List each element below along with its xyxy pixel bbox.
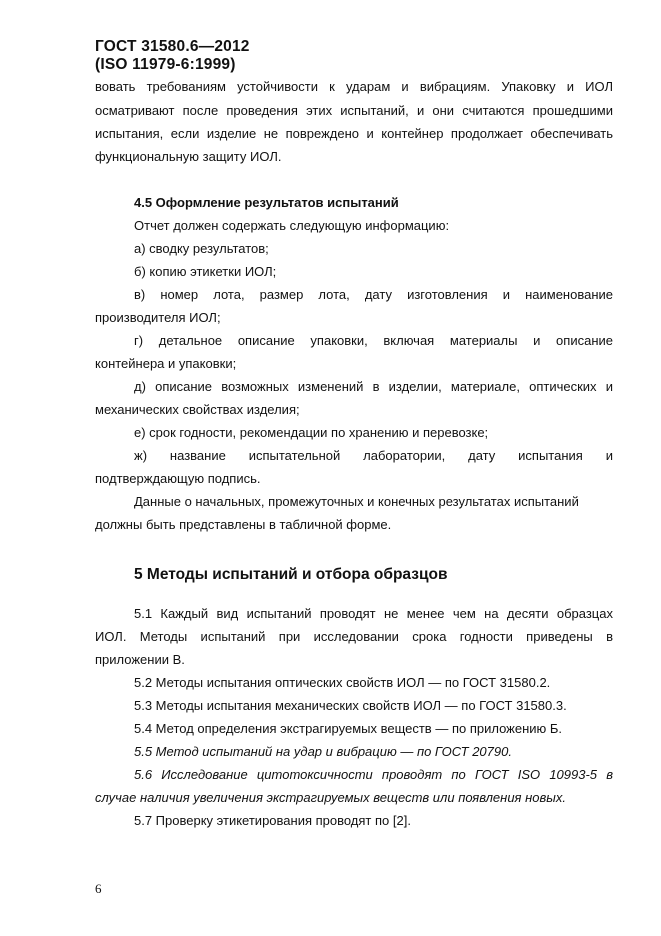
list-item-v-line-1: в) номер лота, размер лота, дату изготовления и наименование — [134, 287, 613, 302]
intro-line-1: вовать требованиям устойчивости к ударам и вибрациям. Упаковку и ИОЛ — [95, 79, 613, 94]
clause-5-4: 5.4 Метод определения экстрагируемых веществ — по приложению Б. — [134, 721, 563, 736]
standard-number: ГОСТ 31580.6—2012 — [95, 38, 250, 55]
list-item-zh-line-1: ж) название испытательной лаборатории, дату испытания и — [134, 448, 613, 463]
data-note-line-1: Данные о начальных, промежуточных и конечных результатах испытаний — [134, 494, 579, 509]
clause-5-3: 5.3 Методы испытания механических свойств ИОЛ — по ГОСТ 31580.3. — [134, 698, 567, 713]
section-5-title: 5 Методы испытаний и отбора образцов — [134, 566, 448, 583]
clause-5-6-line-2: случае наличия увеличения экстрагируемых веществ или появления новых. — [95, 790, 566, 805]
clause-5-2: 5.2 Методы испытания оптических свойств ИОЛ — по ГОСТ 31580.2. — [134, 675, 551, 690]
clause-5-1-line-2: ИОЛ. Методы испытаний при исследовании срока годности приведены в — [95, 629, 613, 644]
list-item-a: а) сводку результатов; — [134, 241, 269, 256]
data-note-line-2: должны быть представлены в табличной форме. — [95, 517, 392, 532]
list-item-d-line-2: механических свойствах изделия; — [95, 402, 300, 417]
intro-line-3: испытания, если изделие не повреждено и контейнер продолжает обеспечивать — [95, 126, 613, 141]
list-item-v-line-2: производителя ИОЛ; — [95, 310, 221, 325]
section-4-5-title: 4.5 Оформление результатов испытаний — [134, 195, 399, 210]
clause-5-7: 5.7 Проверку этикетирования проводят по [2]. — [134, 813, 411, 828]
intro-line-2: осматривают после проведения этих испытаний, и они считаются прошедшими — [95, 103, 613, 118]
list-item-g-line-2: контейнера и упаковки; — [95, 356, 237, 371]
clause-5-1-line-1: 5.1 Каждый вид испытаний проводят не менее чем на десяти образцах — [134, 606, 613, 621]
intro-line-4: функциональную защиту ИОЛ. — [95, 149, 282, 164]
report-lead: Отчет должен содержать следующую информацию: — [134, 218, 450, 233]
list-item-d-line-1: д) описание возможных изменений в изделии, материале, оптических и — [134, 379, 613, 394]
list-item-g-line-1: г) детальное описание упаковки, включая материалы и описание — [134, 333, 613, 348]
list-item-b: б) копию этикетки ИОЛ; — [134, 264, 277, 279]
list-item-e: е) срок годности, рекомендации по хранению и перевозке; — [134, 425, 489, 440]
clause-5-1-line-3: приложении В. — [95, 652, 185, 667]
list-item-zh-line-2: подтверждающую подпись. — [95, 471, 261, 486]
clause-5-5: 5.5 Метод испытаний на удар и вибрацию — по ГОСТ 20790. — [134, 744, 512, 759]
page-number: 6 — [95, 881, 102, 896]
clause-5-6-line-1: 5.6 Исследование цитотоксичности проводят по ГОСТ ISO 10993-5 в — [134, 767, 613, 782]
iso-reference: (ISO 11979-6:1999) — [95, 56, 236, 73]
